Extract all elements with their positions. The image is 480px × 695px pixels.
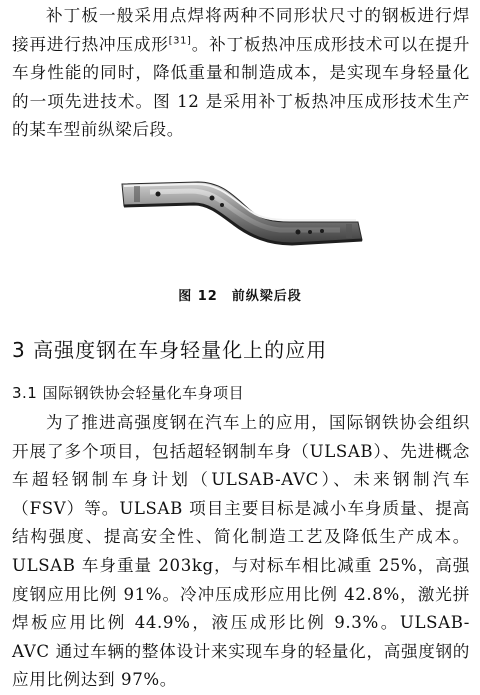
section-heading: 3 高强度钢在车身轻量化上的应用 xyxy=(12,338,328,362)
intro-text-before-ref: 补丁板一般采用点焊将两种不同形状尺寸的钢板进行焊接再进行热冲压成形 xyxy=(12,6,470,54)
body-text: 为了推进高强度钢在汽车上的应用，国际钢铁协会组织开展了多个项目，包括超轻钢制车身（ULSAB）、先进概念车超轻钢制车身计划（ULSAB-AVC）、未来钢制汽车（FSV）等。ULSAB 项目主要目标是减小车身质量、提高结构强度、提高安全性、简化制造工艺及降低生产成本。ULSAB 车身重量 203kg，与对标车相比减重 25%，高强度钢应用比例 91%。冷冲压成形应用比例 42.8%，激光拼焊板应用比例 44.9%，液压成形比例 9.3%。ULSAB-AVC 通过车辆的整体设计来实现车身的轻量化，高强度钢的应用比例达到 97%。 xyxy=(12,413,470,690)
citation-ref[interactable]: [31] xyxy=(168,35,192,47)
subsection-heading: 3.1 国际钢铁协会轻量化车身项目 xyxy=(12,384,245,402)
figure-front-rail-image xyxy=(110,172,370,252)
figure-caption: 图 12 前纵梁后段 xyxy=(178,289,302,304)
body-paragraph xyxy=(12,409,470,695)
intro-text-after-ref: 。补丁板热冲压成形技术可以在提升车身性能的同时，降低重量和制造成本，是实现车身轻量化的一项先进技术。图 12 是采用补丁板热冲压成形技术生产的某车型前纵梁后段。 xyxy=(12,34,470,140)
intro-paragraph xyxy=(12,2,470,145)
